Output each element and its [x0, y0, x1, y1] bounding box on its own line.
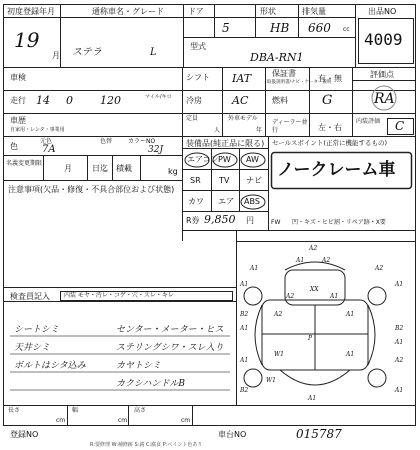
diagram-mark: A1 [346, 311, 355, 318]
equip-item-pw: PW [218, 155, 231, 164]
diagram-mark: A1 [395, 281, 404, 288]
load-label: 積載 [116, 164, 132, 173]
height-label: 高さ [134, 407, 147, 414]
color-code-value: 32J [148, 145, 164, 155]
diagram-mark: A1 [308, 395, 317, 402]
color-value: 7A [42, 144, 56, 155]
model-label: 型式 [190, 42, 206, 51]
equip-item-aw: AW [246, 155, 259, 164]
chassis-label: 車台NO [218, 430, 247, 439]
history-label: 車歴 [10, 116, 26, 125]
diagram-mark: B2 [240, 311, 249, 318]
shift-label: シフト [186, 73, 210, 82]
diagram-mark: A1 [240, 357, 249, 364]
diagram-mark: A1 [250, 265, 259, 272]
inspection-note-right-2: ステリングシワ・スレ入り [116, 343, 224, 353]
car-name-value: ステラ [72, 47, 102, 58]
score-label: 評価点 [370, 70, 394, 79]
bottom-note: R:要修理 W:補修跡 S:錆 C:腐食 P:ペイント色あり [90, 442, 203, 448]
diagram-mark: A2 [309, 245, 318, 252]
shape-value: HB [270, 21, 290, 35]
shift-value: IAT [232, 72, 252, 85]
color-sub2: 色替 [100, 138, 113, 145]
name-change-label: 名義変更期限 [6, 160, 43, 167]
width-unit: cm [118, 417, 128, 424]
length-unit: cm [56, 417, 66, 424]
equip-item-abs: ABS [244, 197, 260, 206]
warranty-sub: 取扱説明書/ナビ・ケーター説明 [267, 80, 332, 85]
color-label: 色 [10, 142, 18, 151]
diagram-mark: A1 [395, 387, 404, 394]
inspection-note-left-1: シートシミ [14, 325, 60, 335]
steering-value: 左・右 [318, 123, 342, 132]
diagram-mark: A1 [395, 339, 404, 346]
width-label: 幅 [72, 407, 79, 414]
diagram-mark: XX [310, 286, 319, 293]
equip-item-aircon: エアコン [187, 155, 219, 164]
diagram-mark: A2 [286, 293, 295, 300]
diagram-mark: A1 [346, 351, 355, 358]
outer-model-label: 外車モデル [228, 115, 258, 122]
aircon-value: AC [232, 94, 249, 107]
diagram-mark: P [308, 335, 313, 342]
equip-item-navi: ナビ [246, 176, 262, 185]
recycle-label: R券 [186, 216, 200, 225]
equip-item-leather: カワ [188, 197, 204, 206]
diagram-mark: A1 [296, 257, 305, 264]
reg-no-label: 登録NO [10, 430, 39, 439]
equip-item-tv: TV [219, 176, 230, 185]
car-name-label: 通称車名・グレード [92, 7, 164, 16]
diagram-mark: B2 [240, 387, 249, 394]
capacity-unit: 人 [214, 127, 221, 134]
notes-label: 注意事項(欠品・修復・不具合部位および状態) [8, 185, 175, 194]
mileage-label: 走行 [10, 96, 26, 105]
model-value: DBA-RN1 [250, 51, 304, 64]
inspection-tags: 内装 モヤ・汚レ・コゲ・穴・スレ・キレ [64, 292, 174, 299]
outer-model-unit: 年 [256, 127, 263, 134]
interior-value: C [395, 119, 405, 133]
warranty-label: 保証書 [272, 69, 296, 78]
mileage-unit: マイル/キロ [145, 94, 172, 100]
sales-point-title: セールスポイント(正常に機能するもの) [272, 139, 387, 147]
equip-item-sr: SR [190, 176, 201, 185]
history-sub: 自家用・レンタ・事業用 [10, 127, 65, 133]
diagram-mark: A2 [322, 257, 331, 264]
recycle-unit: 円 [246, 216, 254, 225]
door-label: ドア [188, 7, 204, 16]
diagram-mark: A1 [240, 281, 249, 288]
damage-legend: 凹・キズ・ヒビ割・リペア跡・X要 [292, 219, 386, 226]
equip-item-airbag: エア [218, 197, 234, 206]
equipment-title: 装備品(純正品に限る) [186, 139, 265, 148]
recycle-value: 9,850 [204, 213, 236, 226]
diagram-mark: A1 [240, 325, 249, 332]
inspection-note-left-2: 天井シミ [14, 343, 51, 353]
mileage-value: 120 [100, 94, 121, 107]
fuel-value: G [322, 93, 333, 108]
aircon-label: 冷房 [186, 96, 202, 105]
load-unit: kg [168, 167, 178, 176]
mileage-prefix: 14 [36, 94, 50, 107]
inspection-note-right-4: カクシハンドルB [116, 379, 185, 389]
fuel-label: 燃料 [272, 96, 288, 105]
shape-label: 形状 [260, 7, 276, 16]
day-label: 日迄 [92, 164, 108, 173]
interior-label: 内装評価 [356, 118, 381, 125]
shaken-label: 車検 [10, 73, 26, 82]
score-value: RA [374, 91, 395, 107]
diagram-mark: A2 [395, 357, 404, 364]
diagram-mark: W1 [266, 377, 276, 384]
grade-value: L [150, 47, 157, 58]
no-claim-highlight: ノークレーム車 [277, 160, 396, 180]
mileage-mid: 0 [66, 94, 73, 107]
exhibit-label: 出品NO [368, 7, 397, 16]
dealer-label: ディーラー並行 [272, 119, 308, 134]
month-label: 月 [64, 164, 72, 173]
displacement-label: 排気量 [302, 7, 326, 16]
inspection-note-right-1: センター・メーター・ヒス [116, 325, 224, 335]
inspection-label: 検査員記入 [10, 292, 50, 301]
first-reg-year: 19 [14, 28, 40, 52]
diagram-mark: A1 [330, 293, 339, 300]
displacement-value: 660 [308, 21, 331, 35]
chassis-value: 015787 [296, 427, 342, 441]
length-label: 長さ [8, 407, 21, 414]
inspection-note-left-3: ボルトはシタ込み [14, 361, 86, 371]
warranty-value: 有・無 [318, 74, 342, 83]
diagram-mark: B2 [395, 325, 404, 332]
height-unit: cm [181, 417, 191, 424]
first-reg-label: 初度登録年月 [7, 7, 55, 16]
door-value: 5 [222, 21, 230, 35]
inspection-note-right-3: カヤトシミ [116, 361, 162, 371]
color-sub1: 元色 [40, 138, 53, 145]
exhibit-no: 4009 [364, 30, 403, 49]
capacity-label: 定員 [186, 115, 199, 122]
color-code-label: カラーNO [128, 138, 156, 145]
first-reg-month-unit: 月 [52, 51, 60, 60]
diagram-mark: W1 [274, 351, 284, 358]
diagram-mark: A2 [274, 311, 283, 318]
displacement-unit: cc [343, 26, 350, 33]
diagram-mark: A2 [375, 265, 384, 272]
fw-label: FW [271, 219, 281, 226]
